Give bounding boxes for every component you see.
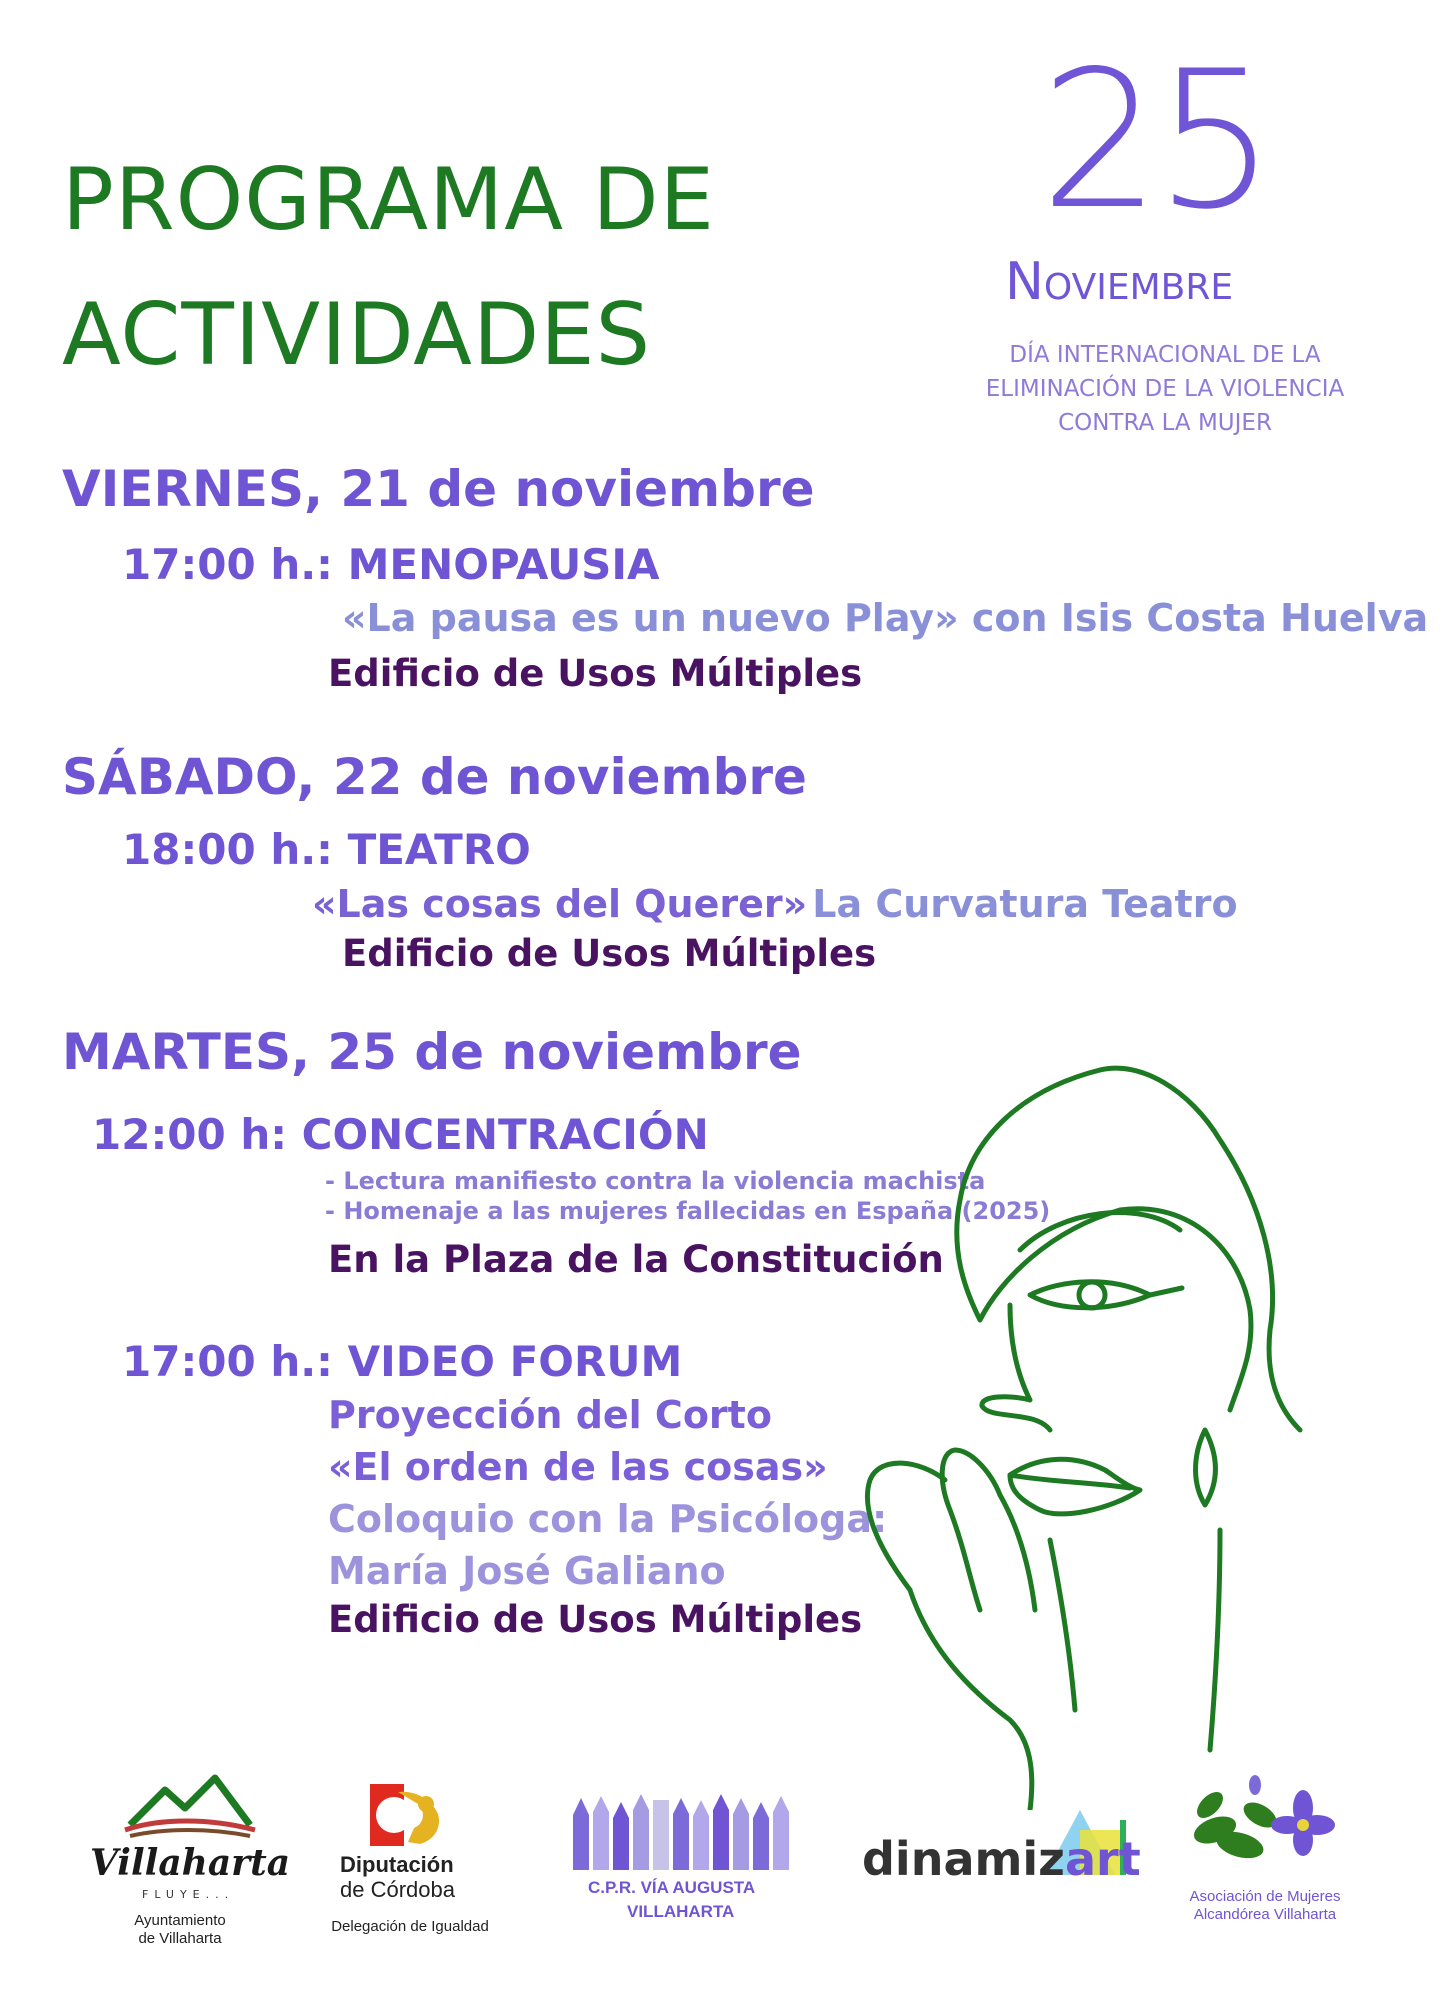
event-venue-plaza: En la Plaza de la Constitución [328, 1238, 944, 1281]
cpr-town: VILLAHARTA [627, 1902, 735, 1921]
villaharta-caption [110, 1912, 250, 1948]
event-venue-friday: Edificio de Usos Múltiples [328, 652, 863, 695]
dinamizart-wordmark [862, 1832, 1141, 1886]
event-heading-video-forum: 17:00 h.: VIDEO FORUM [122, 1337, 683, 1386]
event-heading-concentracion: 12:00 h: CONCENTRACIÓN [92, 1110, 709, 1159]
title-line-1: PROGRAMA DE [62, 150, 715, 250]
dinamizart-word: dinamiz [862, 1832, 1065, 1886]
asociacion-caption-2: Alcandórea Villaharta [1193, 1906, 1337, 1923]
asociacion-flower-logo [1185, 1770, 1345, 1870]
diputacion-caption: Delegación de Igualdad [331, 1918, 489, 1935]
woman-line-art-illustration [860, 1050, 1420, 1810]
villaharta-tagline: FLUYE... [142, 1888, 235, 1901]
bullet-homenaje: - Homenaje a las mujeres fallecidas en España (2025) [325, 1197, 1051, 1225]
event-venue-tuesday: Edificio de Usos Múltiples [328, 1598, 863, 1641]
diputacion-name-1: Diputación [340, 1852, 454, 1877]
dinamizart-art: art [1064, 1832, 1141, 1886]
event-subtitle-menopausia: «La pausa es un nuevo Play» con Isis Costa Huelva [342, 596, 1429, 640]
international-day-text [955, 338, 1375, 440]
event-heading-teatro: 18:00 h.: TEATRO [122, 825, 531, 874]
theatre-company: La Curvatura Teatro [812, 882, 1238, 926]
video-forum-line-1: Proyección del Corto [328, 1393, 772, 1437]
video-forum-line-4: María José Galiano [328, 1549, 726, 1593]
villaharta-mountain-logo [120, 1770, 260, 1840]
day-heading-friday: VIERNES, 21 de noviembre [62, 460, 815, 518]
diputacion-emblem [368, 1782, 448, 1848]
play-title: «Las cosas del Querer» [312, 882, 808, 926]
event-heading-menopausia: 17:00 h.: MENOPAUSIA [122, 540, 660, 589]
title-line-2: ACTIVIDADES [62, 285, 652, 385]
day-heading-tuesday: MARTES, 25 de noviembre [62, 1023, 802, 1081]
villaharta-wordmark: Villaharta [90, 1842, 291, 1884]
bullet-manifiesto: - Lectura manifiesto contra la violencia machista [325, 1167, 986, 1195]
villaharta-caption-2: de Villaharta [138, 1930, 222, 1947]
asociacion-caption [1165, 1888, 1365, 1924]
video-forum-line-3: Coloquio con la Psicóloga: [328, 1497, 888, 1541]
cpr-name: C.P.R. VÍA AUGUSTA [588, 1878, 756, 1897]
dia-line-1: DÍA INTERNACIONAL DE LA [1009, 342, 1321, 368]
big-date-number: 25 [1040, 30, 1270, 251]
villaharta-caption-1: Ayuntamiento [134, 1912, 226, 1929]
dia-line-2: ELIMINACIÓN DE LA VIOLENCIA [985, 376, 1345, 402]
cpr-pencils-logo [565, 1790, 805, 1870]
event-venue-saturday: Edificio de Usos Múltiples [342, 932, 877, 975]
video-forum-line-2: «El orden de las cosas» [328, 1445, 828, 1489]
diputacion-name-2: de Córdoba [340, 1877, 455, 1902]
day-heading-saturday: SÁBADO, 22 de noviembre [62, 748, 807, 806]
dia-line-3: CONTRA LA MUJER [1058, 410, 1272, 436]
asociacion-caption-1: Asociación de Mujeres [1189, 1888, 1341, 1905]
event-subtitle-teatro [312, 882, 1238, 926]
month-label: Noviembre [1005, 252, 1234, 312]
